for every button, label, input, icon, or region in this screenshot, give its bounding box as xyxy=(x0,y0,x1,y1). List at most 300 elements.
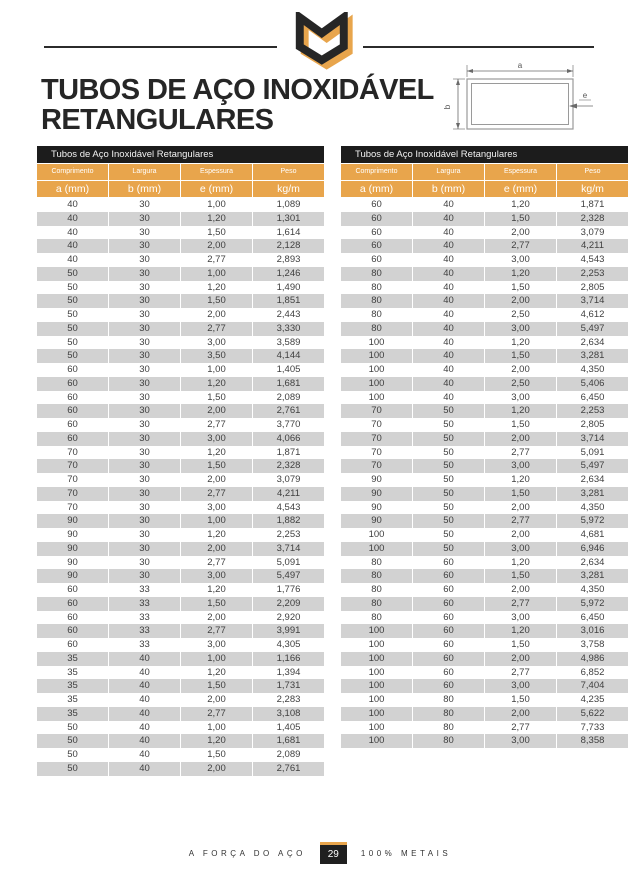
table-row xyxy=(341,253,628,267)
page-title-line2: RETANGULARES xyxy=(41,103,274,136)
cell: 30 xyxy=(109,473,181,487)
cell: 70 xyxy=(341,404,413,418)
cell: 2,77 xyxy=(181,707,253,721)
table-row xyxy=(37,294,324,308)
footer-slogan-left: A FORÇA DO AÇO xyxy=(188,848,306,858)
cell: 40 xyxy=(109,693,181,707)
cell: 2,00 xyxy=(485,226,557,240)
cell: 35 xyxy=(37,693,109,707)
table-row xyxy=(37,707,324,721)
cell: 2,77 xyxy=(181,556,253,570)
table-row xyxy=(37,473,324,487)
table-row xyxy=(341,528,628,542)
cell: 100 xyxy=(341,391,413,405)
table-row xyxy=(37,666,324,680)
cell: 3,589 xyxy=(276,336,301,348)
cell: 40 xyxy=(413,294,485,308)
cell: 8,358 xyxy=(580,735,605,747)
cell: 50 xyxy=(37,762,109,776)
cell: 5,972 xyxy=(580,597,605,609)
cell: 1,871 xyxy=(580,199,605,210)
table-row xyxy=(37,432,324,446)
cell: 1,20 xyxy=(181,281,253,295)
cell: 50 xyxy=(413,501,485,515)
cell: 4,543 xyxy=(580,254,605,265)
cell: 30 xyxy=(109,459,181,473)
cell: 2,634 xyxy=(580,474,605,485)
unit-header: a (mm) xyxy=(341,181,412,197)
cell: 40 xyxy=(109,679,181,693)
cell: 30 xyxy=(109,212,181,226)
cell: 1,00 xyxy=(181,652,253,666)
table-row xyxy=(37,624,324,638)
cell: 80 xyxy=(413,721,485,735)
cell: 2,634 xyxy=(580,336,605,348)
page-title-line1: TUBOS DE AÇO INOXIDÁVEL xyxy=(41,74,434,106)
cell: 2,209 xyxy=(276,597,301,609)
cell: 30 xyxy=(109,404,181,418)
table-row xyxy=(37,281,324,295)
cell: 4,305 xyxy=(276,639,301,650)
cell: 3,758 xyxy=(580,639,605,650)
cell: 50 xyxy=(37,721,109,735)
cell: 2,805 xyxy=(580,419,605,430)
cell: 2,634 xyxy=(580,556,605,568)
table-row xyxy=(341,294,628,308)
table-row xyxy=(37,638,324,652)
cell: 80 xyxy=(341,281,413,295)
table-row xyxy=(37,734,324,748)
cell: 70 xyxy=(341,446,413,460)
cell: 33 xyxy=(109,638,181,652)
cell: 3,281 xyxy=(580,487,605,499)
cell: 30 xyxy=(109,349,181,363)
table-row xyxy=(341,501,628,515)
cell: 80 xyxy=(413,734,485,748)
cell: 2,00 xyxy=(485,363,557,377)
cell: 30 xyxy=(109,198,181,212)
table-row xyxy=(37,679,324,693)
table-row xyxy=(37,267,324,281)
cell: 1,50 xyxy=(181,459,253,473)
cell: 2,77 xyxy=(485,446,557,460)
cell: 30 xyxy=(109,432,181,446)
cell: 1,20 xyxy=(181,377,253,391)
header-rule-left xyxy=(44,46,277,48)
table-row xyxy=(37,391,324,405)
cell: 50 xyxy=(37,336,109,350)
cell: 80 xyxy=(341,322,413,336)
cell: 3,330 xyxy=(276,322,301,334)
table-row xyxy=(341,514,628,528)
table-row xyxy=(341,377,628,391)
unit-header: e (mm) xyxy=(485,181,556,197)
unit-header: kg/m xyxy=(253,181,324,197)
cell: 100 xyxy=(341,707,413,721)
cell: 1,20 xyxy=(485,267,557,281)
cell: 2,77 xyxy=(181,487,253,501)
cell: 90 xyxy=(341,501,413,515)
cell: 4,235 xyxy=(580,694,605,705)
cell: 80 xyxy=(341,267,413,281)
cell: 70 xyxy=(37,446,109,460)
cell: 50 xyxy=(37,322,109,336)
cell: 2,00 xyxy=(485,707,557,721)
cell: 50 xyxy=(413,528,485,542)
cell: 30 xyxy=(109,336,181,350)
cell: 60 xyxy=(341,253,413,267)
cell: 40 xyxy=(109,707,181,721)
column-header: Largura xyxy=(413,164,484,180)
table-row xyxy=(37,253,324,267)
cell: 60 xyxy=(37,377,109,391)
cell: 100 xyxy=(341,652,413,666)
table-row xyxy=(37,349,324,363)
cell: 40 xyxy=(413,349,485,363)
table-row xyxy=(341,418,628,432)
cell: 30 xyxy=(109,569,181,583)
table-row xyxy=(341,542,628,556)
table-unit-headers xyxy=(37,181,324,197)
table-row xyxy=(37,212,324,226)
cell: 2,761 xyxy=(276,762,301,774)
cell: 2,761 xyxy=(276,405,301,417)
cell: 3,714 xyxy=(580,432,605,444)
cell: 40 xyxy=(37,226,109,240)
cell: 1,50 xyxy=(485,569,557,583)
table-row xyxy=(341,652,628,666)
table-row xyxy=(341,624,628,638)
cell: 30 xyxy=(109,294,181,308)
cell: 2,77 xyxy=(181,322,253,336)
table-row xyxy=(341,707,628,721)
table-body xyxy=(37,198,324,776)
cell: 6,946 xyxy=(580,542,605,554)
cell: 33 xyxy=(109,597,181,611)
cell: 3,079 xyxy=(580,226,605,238)
dimension-label-e: e xyxy=(582,91,588,100)
column-header: Comprimento xyxy=(37,164,108,180)
cell: 30 xyxy=(109,363,181,377)
cell: 2,77 xyxy=(485,239,557,253)
cell: 50 xyxy=(37,349,109,363)
cell: 2,77 xyxy=(181,253,253,267)
cell: 1,20 xyxy=(181,528,253,542)
table-row xyxy=(37,583,324,597)
cell: 80 xyxy=(413,707,485,721)
cell: 7,733 xyxy=(580,721,605,733)
cell: 3,108 xyxy=(276,707,301,719)
table-row xyxy=(37,308,324,322)
cell: 1,50 xyxy=(485,418,557,432)
table-column-headers xyxy=(37,164,324,180)
cell: 6,450 xyxy=(580,391,605,403)
cell: 1,20 xyxy=(485,198,557,212)
table-row xyxy=(341,721,628,735)
cell: 40 xyxy=(37,239,109,253)
cell: 4,066 xyxy=(276,432,301,444)
cell: 2,893 xyxy=(276,254,301,265)
cell: 3,770 xyxy=(276,419,301,430)
cell: 100 xyxy=(341,638,413,652)
cell: 50 xyxy=(413,446,485,460)
cell: 3,00 xyxy=(485,611,557,625)
cell: 2,77 xyxy=(485,597,557,611)
cell: 40 xyxy=(413,336,485,350)
tube-cross-section-diagram xyxy=(443,62,637,143)
unit-header: kg/m xyxy=(557,181,628,197)
cell: 50 xyxy=(413,542,485,556)
cell: 50 xyxy=(413,418,485,432)
cell: 40 xyxy=(109,734,181,748)
table-row xyxy=(341,198,628,212)
cell: 70 xyxy=(37,459,109,473)
cell: 5,972 xyxy=(580,515,605,527)
cell: 4,211 xyxy=(276,487,301,499)
cell: 5,497 xyxy=(276,570,301,582)
table-row xyxy=(341,349,628,363)
cell: 60 xyxy=(37,611,109,625)
table-row xyxy=(37,652,324,666)
table-row xyxy=(341,693,628,707)
cell: 100 xyxy=(341,734,413,748)
cell: 40 xyxy=(413,212,485,226)
cell: 4,350 xyxy=(580,584,605,595)
cell: 2,128 xyxy=(276,240,301,252)
cell: 2,00 xyxy=(181,611,253,625)
cell: 1,20 xyxy=(181,734,253,748)
cell: 2,443 xyxy=(276,309,301,320)
cell: 100 xyxy=(341,336,413,350)
cell: 50 xyxy=(37,748,109,762)
cell: 2,77 xyxy=(485,514,557,528)
cell: 1,851 xyxy=(276,295,301,307)
cell: 3,00 xyxy=(181,501,253,515)
column-header: Comprimento xyxy=(341,164,412,180)
cell: 3,00 xyxy=(485,253,557,267)
cell: 100 xyxy=(341,377,413,391)
cell: 30 xyxy=(109,446,181,460)
cell: 1,394 xyxy=(276,666,301,678)
cell: 2,00 xyxy=(485,528,557,542)
cell: 1,405 xyxy=(276,721,301,733)
cell: 2,50 xyxy=(485,377,557,391)
cell: 3,00 xyxy=(485,459,557,473)
cell: 1,00 xyxy=(181,514,253,528)
cell: 1,50 xyxy=(485,349,557,363)
cell: 40 xyxy=(413,253,485,267)
cell: 1,50 xyxy=(181,294,253,308)
cell: 30 xyxy=(109,528,181,542)
cell: 4,144 xyxy=(276,350,301,362)
cell: 60 xyxy=(37,363,109,377)
shield-m-icon xyxy=(290,12,356,74)
cell: 1,20 xyxy=(485,404,557,418)
cell: 3,991 xyxy=(276,625,301,637)
cell: 60 xyxy=(413,638,485,652)
cell: 1,50 xyxy=(485,281,557,295)
cell: 60 xyxy=(413,597,485,611)
cell: 70 xyxy=(37,487,109,501)
cell: 2,00 xyxy=(485,501,557,515)
table-row xyxy=(37,487,324,501)
unit-header: a (mm) xyxy=(37,181,108,197)
cell: 30 xyxy=(109,308,181,322)
table-row xyxy=(341,611,628,625)
cell: 2,00 xyxy=(485,583,557,597)
cell: 4,681 xyxy=(580,529,605,540)
cell: 1,50 xyxy=(485,487,557,501)
cell: 2,77 xyxy=(485,721,557,735)
cell: 2,00 xyxy=(181,693,253,707)
cell: 1,301 xyxy=(276,212,301,224)
spec-table-right xyxy=(341,146,628,748)
cell: 1,00 xyxy=(181,267,253,281)
cell: 50 xyxy=(37,267,109,281)
cell: 2,089 xyxy=(276,749,301,760)
column-header: Peso xyxy=(253,164,324,180)
cell: 3,00 xyxy=(181,432,253,446)
cell: 60 xyxy=(413,556,485,570)
cell: 50 xyxy=(413,487,485,501)
cell: 2,00 xyxy=(181,762,253,776)
cell: 35 xyxy=(37,707,109,721)
cell: 50 xyxy=(37,734,109,748)
cell: 3,00 xyxy=(181,638,253,652)
cell: 30 xyxy=(109,542,181,556)
cell: 1,20 xyxy=(181,666,253,680)
cell: 1,50 xyxy=(181,679,253,693)
cell: 3,00 xyxy=(485,391,557,405)
cell: 2,00 xyxy=(181,404,253,418)
cell: 1,089 xyxy=(276,199,301,210)
cell: 60 xyxy=(37,391,109,405)
page-title xyxy=(41,76,434,135)
cell: 3,281 xyxy=(580,570,605,582)
column-header: Espessura xyxy=(485,164,556,180)
table-row xyxy=(37,514,324,528)
table-row xyxy=(341,473,628,487)
cell: 80 xyxy=(341,569,413,583)
cell: 30 xyxy=(109,226,181,240)
cell: 60 xyxy=(37,418,109,432)
cell: 5,091 xyxy=(276,556,301,568)
cell: 4,986 xyxy=(580,652,605,664)
cell: 1,20 xyxy=(485,336,557,350)
table-row xyxy=(37,418,324,432)
cell: 40 xyxy=(413,308,485,322)
cell: 1,20 xyxy=(181,583,253,597)
cell: 2,253 xyxy=(580,405,605,417)
cell: 30 xyxy=(109,514,181,528)
cell: 90 xyxy=(341,514,413,528)
cell: 1,871 xyxy=(276,446,301,458)
cell: 30 xyxy=(109,556,181,570)
table-row xyxy=(341,569,628,583)
cell: 2,50 xyxy=(485,308,557,322)
cell: 1,20 xyxy=(485,624,557,638)
cell: 90 xyxy=(37,542,109,556)
cell: 60 xyxy=(413,611,485,625)
cell: 30 xyxy=(109,253,181,267)
table-row xyxy=(37,336,324,350)
unit-header: b (mm) xyxy=(413,181,484,197)
table-body xyxy=(341,198,628,748)
table-row xyxy=(37,542,324,556)
cell: 1,20 xyxy=(181,212,253,226)
cell: 100 xyxy=(341,721,413,735)
cell: 50 xyxy=(413,432,485,446)
table-row xyxy=(37,404,324,418)
cell: 1,20 xyxy=(181,446,253,460)
cell: 90 xyxy=(37,514,109,528)
table-row xyxy=(37,459,324,473)
table-row xyxy=(341,583,628,597)
table-row xyxy=(37,556,324,570)
table-row xyxy=(341,322,628,336)
cell: 100 xyxy=(341,624,413,638)
cell: 2,00 xyxy=(181,308,253,322)
cell: 60 xyxy=(37,583,109,597)
cell: 33 xyxy=(109,624,181,638)
cell: 90 xyxy=(37,569,109,583)
cell: 60 xyxy=(413,583,485,597)
cell: 2,328 xyxy=(276,460,301,472)
cell: 2,77 xyxy=(181,418,253,432)
cell: 7,404 xyxy=(580,680,605,692)
cell: 30 xyxy=(109,322,181,336)
table-row xyxy=(341,679,628,693)
table-row xyxy=(341,459,628,473)
cell: 60 xyxy=(37,432,109,446)
cell: 3,016 xyxy=(580,625,605,637)
table-row xyxy=(341,404,628,418)
cell: 30 xyxy=(109,377,181,391)
table-row xyxy=(37,377,324,391)
cell: 80 xyxy=(341,583,413,597)
cell: 5,091 xyxy=(580,446,605,458)
cell: 40 xyxy=(37,253,109,267)
cell: 50 xyxy=(37,308,109,322)
cell: 33 xyxy=(109,611,181,625)
cell: 40 xyxy=(37,212,109,226)
cell: 3,00 xyxy=(485,542,557,556)
cell: 80 xyxy=(341,556,413,570)
dimension-label-b: b xyxy=(443,104,452,110)
cell: 6,450 xyxy=(580,611,605,623)
cell: 35 xyxy=(37,666,109,680)
cell: 2,00 xyxy=(181,239,253,253)
cell: 80 xyxy=(413,693,485,707)
table-row xyxy=(341,308,628,322)
cell: 100 xyxy=(341,542,413,556)
header-rule-right xyxy=(363,46,594,48)
cell: 30 xyxy=(109,267,181,281)
table-row xyxy=(37,693,324,707)
cell: 3,00 xyxy=(485,734,557,748)
table-title-bar: Tubos de Aço Inoxidável Retangulares xyxy=(341,146,628,163)
cell: 90 xyxy=(37,556,109,570)
cell: 2,253 xyxy=(580,267,605,279)
cell: 60 xyxy=(37,624,109,638)
table-row xyxy=(37,239,324,253)
cell: 2,253 xyxy=(276,529,301,540)
unit-header: e (mm) xyxy=(181,181,252,197)
cell: 1,20 xyxy=(485,473,557,487)
table-row xyxy=(341,239,628,253)
column-header: Peso xyxy=(557,164,628,180)
table-row xyxy=(37,501,324,515)
